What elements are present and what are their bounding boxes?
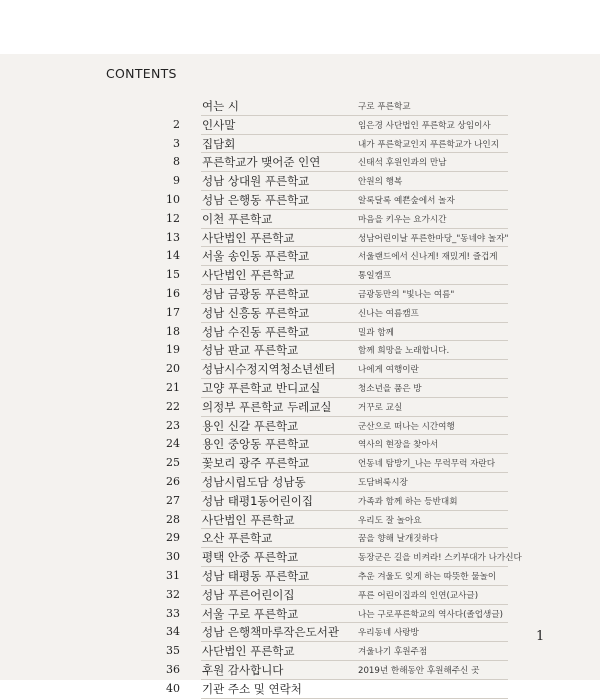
toc-title: 인사말 (202, 117, 236, 132)
toc-subtitle: 마음을 키우는 요가시간 (358, 214, 447, 225)
toc-subtitle: 신태석 후원인과의 만남 (358, 158, 447, 169)
toc-title: 성남 금광동 푸른학교 (202, 286, 310, 301)
toc-subtitle: 함께 희망을 노래합니다. (358, 346, 450, 357)
toc-subtitle: 밀과 함께 (358, 327, 394, 338)
toc-subtitle: 겨울나기 후원주점 (358, 647, 428, 658)
toc-title: 서울 송인동 푸른학교 (202, 249, 310, 264)
toc-subtitle: 추운 겨울도 잊게 하는 따뜻한 물놀이 (358, 571, 497, 582)
toc-subtitle: 꿈을 향해 날개짓하다 (358, 534, 439, 545)
toc-page-number: 29 (166, 531, 180, 545)
toc-page-number: 14 (166, 249, 180, 263)
toc-title: 서울 구로 푸른학교 (202, 606, 299, 621)
toc-page-number: 27 (166, 493, 180, 507)
toc-entry (0, 680, 600, 699)
toc-subtitle: 임은경 사단법인 푸른학교 상임이사 (358, 120, 491, 131)
toc-subtitle: 거꾸로 교실 (358, 402, 403, 413)
toc-subtitle: 우리동네 사랑방 (358, 628, 419, 639)
toc-subtitle: 도담벼룩시장 (358, 477, 408, 488)
toc-title: 이천 푸른학교 (202, 211, 273, 226)
toc-divider (201, 698, 508, 699)
toc-page-number: 16 (166, 286, 180, 300)
toc-page-number: 10 (166, 192, 180, 206)
toc-entry (0, 379, 600, 398)
toc-entry (0, 454, 600, 473)
toc-subtitle: 푸른 어린이집과의 인연(교사글) (358, 590, 479, 601)
toc-title: 성남 수진동 푸른학교 (202, 324, 310, 339)
toc-page-number: 25 (166, 456, 180, 470)
toc-page-number: 34 (166, 625, 180, 639)
toc-entry (0, 398, 600, 417)
toc-page-number: 33 (166, 606, 180, 620)
toc-subtitle: 역사의 현장을 찾아서 (358, 440, 439, 451)
toc-title: 여는 시 (202, 99, 239, 113)
toc-title: 용인 중앙동 푸른학교 (202, 437, 310, 452)
toc-entry (0, 266, 600, 285)
toc-page-number: 12 (166, 211, 180, 225)
toc-entry (0, 153, 600, 172)
toc-title: 용인 신갈 푸른학교 (202, 418, 299, 433)
toc-title: 평택 안중 푸른학교 (202, 550, 299, 565)
toc-title: 성남 태평동 푸른학교 (202, 568, 310, 583)
toc-title: 성남 판교 푸른학교 (202, 343, 299, 358)
toc-page-number: 8 (173, 155, 180, 169)
toc-entry (0, 172, 600, 191)
toc-entry (0, 323, 600, 342)
toc-title: 의정부 푸른학교 두레교실 (202, 399, 332, 414)
toc-subtitle: 청소년을 품은 방 (358, 383, 422, 394)
toc-title: 오산 푸른학교 (202, 531, 273, 546)
toc-page-number: 32 (166, 587, 180, 601)
toc-page-number: 3 (173, 136, 180, 150)
page-number: 1 (536, 629, 545, 644)
toc-title: 꽃보리 광주 푸른학교 (202, 456, 310, 471)
toc-title: 성남 상대원 푸른학교 (202, 174, 310, 189)
toc-page-number: 31 (166, 568, 180, 582)
toc-title: 사단법인 푸른학교 (202, 230, 295, 245)
toc-entry (0, 247, 600, 266)
toc-entry (0, 661, 600, 680)
toc-page-number: 13 (166, 230, 180, 244)
toc-subtitle: 안원의 행복 (358, 177, 403, 188)
toc-entry (0, 435, 600, 454)
toc-page-number: 9 (173, 174, 180, 188)
toc-page-number: 21 (166, 380, 180, 394)
toc-entry (0, 191, 600, 210)
toc-title: 성남 푸른어린이집 (202, 587, 295, 602)
toc-entry (0, 360, 600, 379)
toc-entry (0, 642, 600, 661)
toc-page-number: 17 (166, 305, 180, 319)
toc-subtitle: 가족과 함께 하는 등반대회 (358, 496, 458, 507)
toc-subtitle: 내가 푸른학교인지 푸른학교가 나인지 (358, 139, 500, 150)
toc-page-number: 15 (166, 268, 180, 282)
toc-entry (0, 548, 600, 567)
toc-subtitle: 서울랜드에서 신나게! 재밌게! 즐겁게 (358, 252, 498, 263)
toc-entry (0, 605, 600, 624)
toc-title: 성남 신흥동 푸른학교 (202, 305, 310, 320)
toc-page-number: 23 (166, 418, 180, 432)
toc-subtitle: 통일캠프 (358, 271, 392, 282)
toc-entry (0, 492, 600, 511)
toc-page-number: 40 (166, 681, 180, 695)
toc-title: 성남 은행동 푸른학교 (202, 192, 310, 207)
toc-entry (0, 417, 600, 436)
toc-subtitle: 알록달록 예쁜숲에서 놀자 (358, 195, 455, 206)
toc-subtitle: 신나는 여름캠프 (358, 308, 419, 319)
toc-subtitle: 우리도 잘 놀아요 (358, 515, 422, 526)
toc-subtitle: 동장군은 길을 비켜라! 스키부대가 나가신다 (358, 553, 522, 564)
toc-title: 고양 푸른학교 반디교실 (202, 380, 321, 395)
toc-entry (0, 341, 600, 360)
toc-title: 사단법인 푸른학교 (202, 512, 295, 527)
toc-entry (0, 116, 600, 135)
toc-page-number: 19 (166, 343, 180, 357)
toc-subtitle: 2019년 한해동안 후원해주신 곳 (358, 665, 480, 676)
toc-title: 집담회 (202, 136, 236, 151)
toc-title: 후원 감사합니다 (202, 662, 284, 677)
toc-entry (0, 97, 600, 116)
toc-entry (0, 135, 600, 154)
toc-subtitle: 나는 구로푸른학교의 역사다(졸업생글) (358, 609, 503, 620)
toc-title: 푸른학교가 맺어준 인연 (202, 155, 321, 170)
toc-entry (0, 210, 600, 229)
toc-entry (0, 623, 600, 642)
toc-page-number: 28 (166, 512, 180, 526)
toc-page-number: 24 (166, 437, 180, 451)
toc-subtitle: 금광동만의 "빛나는 여름" (358, 289, 455, 300)
toc-page-number: 2 (173, 117, 180, 131)
toc-title: 성남시립도담 성남동 (202, 474, 306, 489)
toc-page-number: 18 (166, 324, 180, 338)
toc-title: 성남시수정지역청소년센터 (202, 362, 336, 377)
toc-entry (0, 473, 600, 492)
toc-title: 성남 은행책마루작은도서관 (202, 625, 339, 640)
contents-heading: CONTENTS (106, 66, 177, 81)
toc-page-number: 26 (166, 474, 180, 488)
toc-subtitle: 성남어린이날 푸른한마당_"동네야 놀자" (358, 233, 509, 244)
toc-subtitle: 나에게 여행이란 (358, 365, 419, 376)
toc-page-number: 35 (166, 644, 180, 658)
toc-entry (0, 511, 600, 530)
toc-title: 성남 태평1동어린이집 (202, 493, 313, 508)
toc-entry (0, 229, 600, 248)
toc-title: 사단법인 푸른학교 (202, 268, 295, 283)
toc-subtitle: 언동네 탐방기_나는 무럭무럭 자란다 (358, 459, 496, 470)
toc-entry (0, 304, 600, 323)
toc-title: 사단법인 푸른학교 (202, 644, 295, 659)
toc-page-number: 30 (166, 550, 180, 564)
table-of-contents (0, 97, 600, 699)
toc-entry (0, 586, 600, 605)
toc-subtitle: 군산으로 떠나는 시간여행 (358, 421, 455, 432)
toc-page-number: 20 (166, 362, 180, 376)
toc-entry (0, 285, 600, 304)
toc-page-number: 22 (166, 399, 180, 413)
toc-title: 기관 주소 및 연락처 (202, 681, 302, 696)
toc-entry (0, 567, 600, 586)
toc-subtitle: 구로 푸른학교 (358, 102, 411, 112)
toc-entry (0, 529, 600, 548)
toc-page-number: 36 (166, 662, 180, 676)
